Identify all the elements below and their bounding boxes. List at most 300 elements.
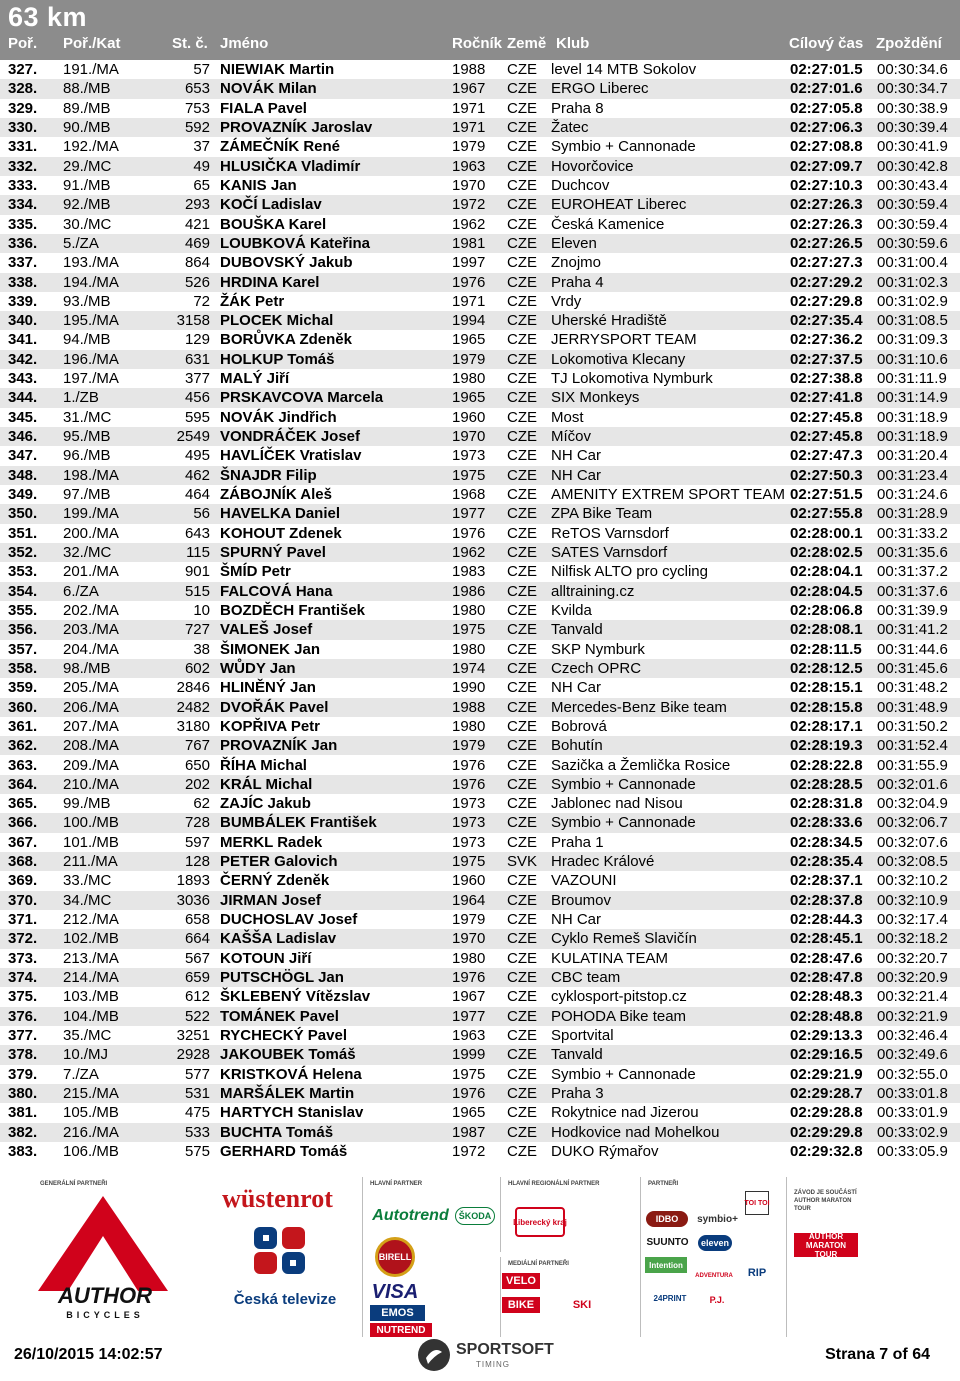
cell-name: MARŠÁLEK Martin	[220, 1084, 355, 1102]
cell-finish-time: 02:27:45.8	[790, 408, 863, 426]
col-header-place-cat: Poř./Kat	[63, 35, 121, 52]
table-row	[0, 543, 960, 562]
cell-bib: 515	[184, 582, 210, 600]
cell-year: 1964	[452, 891, 486, 909]
cell-finish-time: 02:28:48.3	[790, 988, 863, 1006]
bike-logo: BIKE	[502, 1297, 540, 1313]
cell-year: 1970	[452, 428, 486, 446]
cell-club: Symbio + Cannonade	[551, 775, 696, 793]
cell-bib: 659	[184, 969, 210, 987]
cell-place-category: 102./MB	[63, 930, 119, 948]
cell-place-category: 6./ZA	[63, 582, 99, 600]
cell-bib: 2846	[176, 679, 210, 697]
author-wordmark: AUTHOR	[57, 1283, 153, 1308]
cell-finish-time: 02:27:50.3	[790, 466, 863, 484]
table-row	[0, 427, 960, 446]
cell-finish-time: 02:27:36.2	[790, 331, 863, 349]
table-row	[0, 871, 960, 890]
cell-club: DUKO Rýmařov	[551, 1142, 659, 1160]
cell-place-category: 214./MA	[63, 969, 119, 987]
cell-country: CZE	[507, 621, 537, 639]
cell-place-category: 94./MB	[63, 331, 111, 349]
cell-country: CZE	[507, 1046, 537, 1064]
cell-country: CZE	[507, 969, 537, 987]
partners-section	[0, 1177, 960, 1342]
cell-name: BORŮVKA Zdeněk	[220, 331, 352, 349]
cell-place-category: 99./MB	[63, 795, 111, 813]
cell-club: Broumov	[551, 891, 612, 909]
table-row	[0, 1026, 960, 1045]
cell-year: 1963	[452, 1027, 486, 1044]
cell-place-category: 98./MB	[63, 659, 111, 677]
cell-place-category: 34./MC	[63, 891, 112, 909]
cell-finish-time: 02:28:00.1	[790, 524, 863, 542]
cell-place: 366.	[8, 814, 38, 832]
cell-year: 1962	[452, 215, 486, 233]
col-header-place: Poř.	[8, 35, 38, 52]
cell-country: CZE	[507, 872, 537, 890]
cell-bib: 377	[184, 370, 210, 388]
cell-finish-time: 02:27:55.8	[790, 505, 863, 523]
cell-delay: 00:31:37.6	[877, 582, 948, 600]
cell-finish-time: 02:27:09.7	[790, 157, 863, 175]
table-row	[0, 794, 960, 813]
cell-delay: 00:32:21.4	[877, 988, 948, 1006]
cell-finish-time: 02:27:01.6	[790, 80, 863, 98]
cell-club: Tanvald	[551, 621, 603, 639]
table-row	[0, 408, 960, 427]
cell-year: 1967	[452, 80, 486, 98]
cell-country: CZE	[507, 544, 537, 561]
cell-club: Kvilda	[551, 601, 592, 619]
cell-year: 1979	[452, 350, 486, 368]
cell-name: DUCHOSLAV Josef	[220, 911, 358, 929]
cell-place: 331.	[8, 138, 38, 156]
cell-bib: 464	[184, 486, 210, 504]
cell-club: Uherské Hradiště	[551, 312, 667, 330]
cell-place: 343.	[8, 370, 38, 388]
cell-country: CZE	[507, 428, 537, 446]
cell-delay: 00:32:18.2	[877, 930, 948, 948]
cell-place-category: 97./MB	[63, 486, 111, 504]
cell-country: CZE	[507, 118, 537, 136]
cell-place: 328.	[8, 80, 38, 98]
cell-country: CZE	[507, 176, 537, 194]
cell-place-category: 192./MA	[63, 138, 119, 156]
cell-place-category: 196./MA	[63, 350, 119, 368]
cell-bib: 421	[184, 215, 210, 233]
cell-place-category: 203./MA	[63, 621, 119, 639]
cell-name: HRDINA Karel	[220, 273, 320, 291]
cell-year: 1981	[452, 234, 486, 252]
cell-delay: 00:31:45.6	[877, 659, 948, 677]
cell-delay: 00:30:59.6	[877, 234, 948, 252]
cell-place: 356.	[8, 621, 38, 639]
cell-bib: 128	[184, 853, 210, 871]
cell-finish-time: 02:28:45.1	[790, 930, 863, 948]
cell-place: 369.	[8, 872, 38, 890]
table-row	[0, 852, 960, 871]
cell-delay: 00:32:07.6	[877, 833, 948, 851]
cell-year: 1994	[452, 312, 486, 330]
cell-country: CZE	[507, 389, 537, 407]
cell-delay: 00:32:21.9	[877, 1007, 948, 1025]
cell-place: 332.	[8, 157, 38, 175]
table-row	[0, 910, 960, 929]
cell-club: Rokytnice nad Jizerou	[551, 1104, 699, 1122]
cell-finish-time: 02:29:29.8	[790, 1123, 863, 1141]
cell-bib: 864	[184, 254, 210, 272]
cell-club: Hodkovice nad Mohelkou	[551, 1123, 720, 1141]
cell-name: TOMÁNEK Pavel	[220, 1007, 339, 1025]
cell-place: 350.	[8, 505, 38, 523]
cell-delay: 00:32:17.4	[877, 911, 948, 929]
cell-bib: 658	[184, 911, 210, 929]
cell-finish-time: 02:28:37.8	[790, 891, 863, 909]
cell-year: 1979	[452, 138, 486, 156]
cell-year: 1977	[452, 1007, 486, 1025]
cell-year: 1988	[452, 698, 486, 716]
visa-logo: VISA	[371, 1280, 419, 1303]
cell-finish-time: 02:28:04.5	[790, 582, 863, 600]
cell-year: 1988	[452, 61, 486, 78]
cell-year: 1960	[452, 872, 486, 890]
cell-place: 355.	[8, 601, 38, 619]
cell-delay: 00:31:10.6	[877, 350, 948, 368]
table-row	[0, 659, 960, 678]
cell-bib: 526	[184, 273, 210, 291]
ceska-televize-icon	[252, 1225, 308, 1275]
cell-place-category: 200./MA	[63, 524, 119, 542]
cell-year: 1976	[452, 756, 486, 774]
cell-bib: 653	[184, 80, 210, 98]
table-row	[0, 273, 960, 292]
col-header-delay: Zpoždění	[876, 35, 942, 52]
cell-country: CZE	[507, 756, 537, 774]
table-row	[0, 968, 960, 987]
cell-country: CZE	[507, 1123, 537, 1141]
cell-finish-time: 02:28:06.8	[790, 601, 863, 619]
cell-place-category: 90./MB	[63, 118, 111, 136]
cell-place: 336.	[8, 234, 38, 252]
cell-finish-time: 02:27:26.3	[790, 196, 863, 214]
cell-year: 1971	[452, 292, 486, 310]
cell-year: 1980	[452, 640, 486, 658]
cell-country: CZE	[507, 640, 537, 658]
table-row	[0, 1045, 960, 1064]
cell-year: 1968	[452, 486, 486, 504]
cell-name: KAŠŠA Ladislav	[220, 930, 337, 948]
cell-place-category: 194./MA	[63, 273, 119, 291]
cell-year: 1972	[452, 196, 486, 214]
cell-country: CZE	[507, 1007, 537, 1025]
cell-club: Sportvital	[551, 1027, 614, 1044]
sportsoft-icon	[416, 1336, 452, 1374]
cell-finish-time: 02:27:38.8	[790, 370, 863, 388]
cell-club: ERGO Liberec	[551, 80, 649, 98]
cell-club: Sazička a Žemlička Rosice	[551, 756, 731, 774]
cell-name: HARTYCH Stanislav	[220, 1104, 364, 1122]
cell-finish-time: 02:29:16.5	[790, 1046, 863, 1064]
cell-place-category: 201./MA	[63, 563, 119, 581]
cell-delay: 00:31:18.9	[877, 428, 948, 446]
cell-finish-time: 02:28:48.8	[790, 1007, 863, 1025]
cell-club: NH Car	[551, 466, 602, 484]
cell-country: CZE	[507, 679, 537, 697]
cell-place-category: 216./MA	[63, 1123, 119, 1141]
cell-finish-time: 02:27:06.3	[790, 118, 863, 136]
cell-name: VONDRÁČEK Josef	[220, 428, 361, 446]
ski-logo: SKI	[572, 1299, 592, 1311]
table-row	[0, 813, 960, 832]
cell-place-category: 89./MB	[63, 99, 111, 117]
cell-place-category: 35./MC	[63, 1027, 112, 1044]
cell-place: 371.	[8, 911, 38, 929]
cell-club: Eleven	[551, 234, 597, 252]
table-row	[0, 620, 960, 639]
cell-year: 1965	[452, 331, 486, 349]
skoda-logo: ŠKODA	[455, 1207, 495, 1225]
cell-place-category: 197./MA	[63, 370, 119, 388]
cell-delay: 00:31:02.9	[877, 292, 948, 310]
cell-name: KOPŘIVA Petr	[220, 717, 321, 735]
page-title: 63 km	[8, 2, 88, 32]
cell-place: 370.	[8, 891, 38, 909]
cell-club: Hradec Králové	[551, 853, 655, 871]
cell-club: Duchcov	[551, 176, 610, 194]
cell-club: Vrdy	[551, 292, 582, 310]
cell-place: 342.	[8, 350, 38, 368]
media-partners-label: MEDIÁLNÍ PARTNEŘI	[508, 1261, 569, 1267]
cell-delay: 00:31:00.4	[877, 254, 948, 272]
cell-delay: 00:30:41.9	[877, 138, 948, 156]
table-row	[0, 891, 960, 910]
cell-place-category: 193./MA	[63, 254, 119, 272]
table-row	[0, 137, 960, 156]
cell-club: NH Car	[551, 911, 602, 929]
cell-country: CZE	[507, 466, 537, 484]
cell-club: Bobrová	[551, 717, 607, 735]
cell-name: VALEŠ Josef	[220, 621, 313, 639]
cell-name: NIEWIAK Martin	[220, 61, 335, 78]
table-row	[0, 311, 960, 330]
cell-year: 1960	[452, 408, 486, 426]
cell-finish-time: 02:28:33.6	[790, 814, 863, 832]
cell-name: MALÝ Jiří	[220, 370, 290, 388]
cell-delay: 00:32:08.5	[877, 853, 948, 871]
cell-club: Praha 3	[551, 1084, 604, 1102]
cell-place-category: 30./MC	[63, 215, 112, 233]
cell-delay: 00:32:10.2	[877, 872, 948, 890]
cell-delay: 00:31:28.9	[877, 505, 948, 523]
cell-place: 358.	[8, 659, 38, 677]
cell-finish-time: 02:27:35.4	[790, 312, 863, 330]
cell-year: 1973	[452, 447, 486, 465]
cell-place-category: 212./MA	[63, 911, 119, 929]
cell-finish-time: 02:28:15.1	[790, 679, 863, 697]
cell-place-category: 96./MB	[63, 447, 111, 465]
24print-logo: 24PRINT	[653, 1293, 687, 1303]
cell-country: CZE	[507, 582, 537, 600]
table-row	[0, 388, 960, 407]
cell-name: JAKOUBEK Tomáš	[220, 1046, 356, 1064]
cell-bib: 3180	[176, 717, 210, 735]
cell-club: TJ Lokomotiva Nymburk	[551, 370, 713, 388]
cell-place: 379.	[8, 1065, 38, 1083]
cell-bib: 767	[184, 737, 210, 755]
cell-place: 340.	[8, 312, 38, 330]
cell-place: 363.	[8, 756, 38, 774]
col-header-country: Země	[507, 35, 547, 52]
cell-place: 347.	[8, 447, 38, 465]
toi-logo: TOI TOI	[745, 1191, 769, 1215]
cell-club: KULATINA TEAM	[551, 949, 668, 967]
cell-finish-time: 02:27:27.3	[790, 254, 863, 272]
cell-place-category: 105./MB	[63, 1104, 119, 1122]
cell-bib: 293	[184, 196, 210, 214]
cell-place: 376.	[8, 1007, 38, 1025]
cell-bib: 533	[184, 1123, 210, 1141]
table-row	[0, 833, 960, 852]
cell-country: CZE	[507, 1142, 537, 1160]
cell-finish-time: 02:27:29.8	[790, 292, 863, 310]
cell-club: Most	[551, 408, 584, 426]
cell-place-category: 7./ZA	[63, 1065, 99, 1083]
table-row	[0, 698, 960, 717]
cell-place-category: 210./MA	[63, 775, 119, 793]
cell-name: PRSKAVCOVA Marcela	[220, 389, 384, 407]
adventura-logo: ADVENTURA	[695, 1273, 733, 1279]
cell-year: 1987	[452, 1123, 486, 1141]
cell-delay: 00:32:55.0	[877, 1065, 948, 1083]
pj-logo: P.J.	[709, 1295, 725, 1305]
cell-country: CZE	[507, 234, 537, 252]
cell-country: CZE	[507, 273, 537, 291]
cell-name: DVOŘÁK Pavel	[220, 698, 329, 716]
cell-bib: 49	[193, 157, 210, 175]
cell-delay: 00:33:05.9	[877, 1142, 948, 1160]
cell-year: 1980	[452, 717, 486, 735]
cell-place-category: 91./MB	[63, 176, 111, 194]
cell-club: Tanvald	[551, 1046, 603, 1064]
cell-place: 352.	[8, 544, 38, 561]
cell-bib: 1893	[176, 872, 210, 890]
cell-name: NOVÁK Jindřich	[220, 408, 337, 426]
cell-club: SATES Varnsdorf	[551, 544, 668, 561]
table-row	[0, 1084, 960, 1103]
cell-country: CZE	[507, 196, 537, 214]
cell-country: CZE	[507, 601, 537, 619]
cell-year: 1962	[452, 544, 486, 561]
cell-delay: 00:31:37.2	[877, 563, 948, 581]
sportsoft-wordmark: SPORTSOFT	[456, 1341, 554, 1358]
cell-bib: 531	[184, 1084, 210, 1102]
cell-delay: 00:30:34.7	[877, 80, 948, 98]
cell-place: 381.	[8, 1104, 38, 1122]
cell-name: HAVELKA Daniel	[220, 505, 341, 523]
cell-place: 372.	[8, 930, 38, 948]
cell-bib: 577	[184, 1065, 210, 1083]
main-partner-label: HLAVNÍ PARTNER	[370, 1181, 423, 1187]
cell-finish-time: 02:27:37.5	[790, 350, 863, 368]
print-datetime: 26/10/2015 14:02:57	[14, 1346, 163, 1363]
cell-club: POHODA Bike team	[551, 1007, 687, 1025]
header-bar	[0, 0, 960, 60]
col-header-name: Jméno	[220, 35, 269, 52]
cell-year: 1976	[452, 775, 486, 793]
cell-year: 1970	[452, 930, 486, 948]
table-row	[0, 99, 960, 118]
cell-country: CZE	[507, 99, 537, 117]
table-row	[0, 79, 960, 98]
cell-place: 338.	[8, 273, 38, 291]
cell-finish-time: 02:27:45.8	[790, 428, 863, 446]
cell-country: CZE	[507, 717, 537, 735]
cell-delay: 00:30:42.8	[877, 157, 948, 175]
cell-club: Czech OPRC	[551, 659, 642, 677]
cell-finish-time: 02:27:41.8	[790, 389, 863, 407]
cell-club: Česká Kamenice	[551, 215, 665, 233]
cell-club: Znojmo	[551, 254, 602, 272]
cell-bib: 727	[184, 621, 210, 639]
cell-bib: 38	[193, 640, 210, 658]
cell-delay: 00:32:10.9	[877, 891, 948, 909]
cell-place: 341.	[8, 331, 38, 349]
cell-year: 1963	[452, 157, 486, 175]
cell-country: CZE	[507, 911, 537, 929]
cell-year: 1980	[452, 949, 486, 967]
cell-delay: 00:31:11.9	[877, 370, 947, 388]
cell-delay: 00:30:43.4	[877, 176, 948, 194]
cell-place: 333.	[8, 176, 38, 194]
cell-finish-time: 02:28:02.5	[790, 544, 863, 561]
cell-name: PUTSCHÖGL Jan	[220, 969, 344, 987]
cell-name: PROVAZNÍK Jaroslav	[220, 118, 373, 136]
wustenrot-logo: wüstenrot	[222, 1184, 333, 1213]
cell-country: CZE	[507, 447, 537, 465]
cell-bib: 3158	[176, 312, 210, 330]
cell-delay: 00:33:01.8	[877, 1084, 948, 1102]
cell-place: 378.	[8, 1046, 38, 1064]
cell-bib: 595	[184, 408, 210, 426]
cell-name: HAVLÍČEK Vratislav	[220, 447, 362, 465]
cell-country: CZE	[507, 988, 537, 1006]
cell-country: CZE	[507, 1104, 537, 1122]
cell-delay: 00:33:02.9	[877, 1123, 948, 1141]
cell-bib: 469	[184, 234, 210, 252]
cell-delay: 00:31:08.5	[877, 312, 948, 330]
cell-finish-time: 02:28:17.1	[790, 717, 863, 735]
cell-name: ZÁMEČNÍK René	[220, 138, 341, 156]
cell-club: AMENITY EXTREM SPORT TEAM	[551, 486, 785, 504]
table-row	[0, 350, 960, 369]
cell-club: CBC team	[551, 969, 621, 987]
table-row	[0, 582, 960, 601]
cell-club: NH Car	[551, 679, 602, 697]
cell-finish-time: 02:27:47.3	[790, 447, 863, 465]
cell-club: EUROHEAT Liberec	[551, 196, 687, 214]
table-row	[0, 60, 960, 79]
cell-club: Míčov	[551, 428, 592, 446]
cell-delay: 00:32:49.6	[877, 1046, 948, 1064]
cell-place-category: 29./MC	[63, 157, 112, 175]
table-row	[0, 195, 960, 214]
cell-club: Symbio + Cannonade	[551, 814, 696, 832]
cell-place: 344.	[8, 389, 38, 407]
autotrend-logo: Autotrend	[372, 1207, 449, 1224]
cell-place: 362.	[8, 737, 38, 755]
cell-bib: 602	[184, 659, 210, 677]
